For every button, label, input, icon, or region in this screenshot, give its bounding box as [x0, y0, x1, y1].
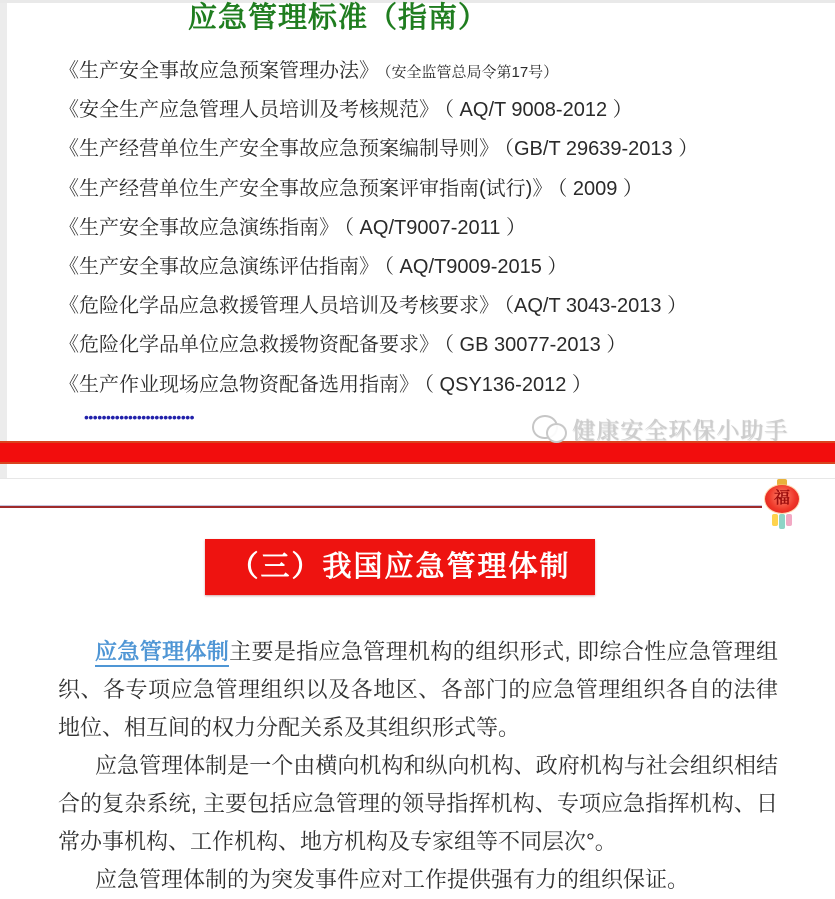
standard-ref: （ AQ/T 9008-2012 ） [444, 99, 633, 122]
watermark-mascot-icon [530, 413, 572, 445]
paragraph-1-text: 主要是指应急管理机构的组织形式, 即综合性应急管理组织、各专项应急管理组织以及各地区、各部门的应急管理组织各自的法律地位、相互间的权力分配关系及其组织形式等。 [58, 639, 778, 740]
paragraph-1 [58, 633, 778, 747]
slide2-body [58, 633, 778, 899]
lantern-tassel [772, 514, 778, 526]
lantern-tassel [779, 514, 785, 529]
slide2 [0, 478, 835, 895]
paragraph-2: 应急管理体制是一个由横向机构和纵向机构、政府机构与社会组织相结合的复杂系统, 主要包括应急管理的领导指挥机构、专项应急指挥机构、日常办事机构、工作机构、地方机构及专家组等不同层次°。 [58, 753, 778, 854]
list-item [59, 248, 815, 287]
standard-name: 《生产安全事故应急演练指南》 [59, 216, 339, 239]
list-item [59, 326, 815, 365]
watermark [530, 412, 788, 445]
lantern-icon [762, 479, 802, 531]
watermark-text: 健康安全环保小助手 [572, 417, 788, 443]
chat-bubble-icon [546, 423, 567, 443]
standard-ref: （ AQ/T9009-2015 ） [384, 255, 568, 278]
slide1-title: 应急管理标准（指南） [188, 2, 489, 34]
section-title-banner: （三）我国应急管理体制 [205, 539, 595, 595]
standard-ref: （AQ/T 3043-2013 ） [504, 295, 688, 318]
list-item [59, 287, 815, 326]
standard-ref: （GB/T 29639-2013 ） [504, 138, 699, 161]
standard-ref: （ QSY136-2012 ） [424, 373, 592, 396]
standard-ref: （安全监管总局令第17号） [384, 64, 559, 81]
standard-ref: （ 2009 ） [557, 177, 643, 200]
standards-list [59, 52, 815, 405]
list-item [59, 170, 815, 209]
standard-name: 《生产安全事故应急预案管理办法》 [59, 60, 379, 82]
standard-name: 《生产安全事故应急演练评估指南》 [59, 255, 379, 278]
header-rule-line [0, 506, 762, 508]
list-item [59, 91, 815, 130]
standard-name: 《生产经营单位生产安全事故应急预案编制导则》 [59, 138, 499, 161]
standard-ref: （ GB 30077-2013 ） [444, 334, 627, 357]
standard-name: 《生产作业现场应急物资配备选用指南》 [59, 373, 419, 396]
standard-name: 《危险化学品单位应急救援物资配备要求》 [59, 334, 439, 357]
lantern-tassel [786, 514, 792, 526]
term-highlight: 应急管理体制 [95, 639, 229, 667]
list-item [59, 130, 815, 169]
ellipsis-dots: ••••••••••••••••••••••••• [84, 409, 195, 425]
standard-name: 《安全生产应急管理人员培训及考核规范》 [59, 99, 439, 122]
standard-name: 《危险化学品应急救援管理人员培训及考核要求》 [59, 295, 499, 318]
list-item [59, 209, 815, 248]
lantern-fu-character: 福 [773, 490, 790, 507]
list-item [59, 366, 815, 405]
standard-name: 《生产经营单位生产安全事故应急预案评审指南(试行)》 [59, 177, 553, 200]
list-item [59, 52, 815, 91]
standard-ref: （ AQ/T9007-2011 ） [344, 216, 526, 239]
paragraph-3: 应急管理体制的为突发事件应对工作提供强有力的组织保证。 [95, 867, 690, 892]
